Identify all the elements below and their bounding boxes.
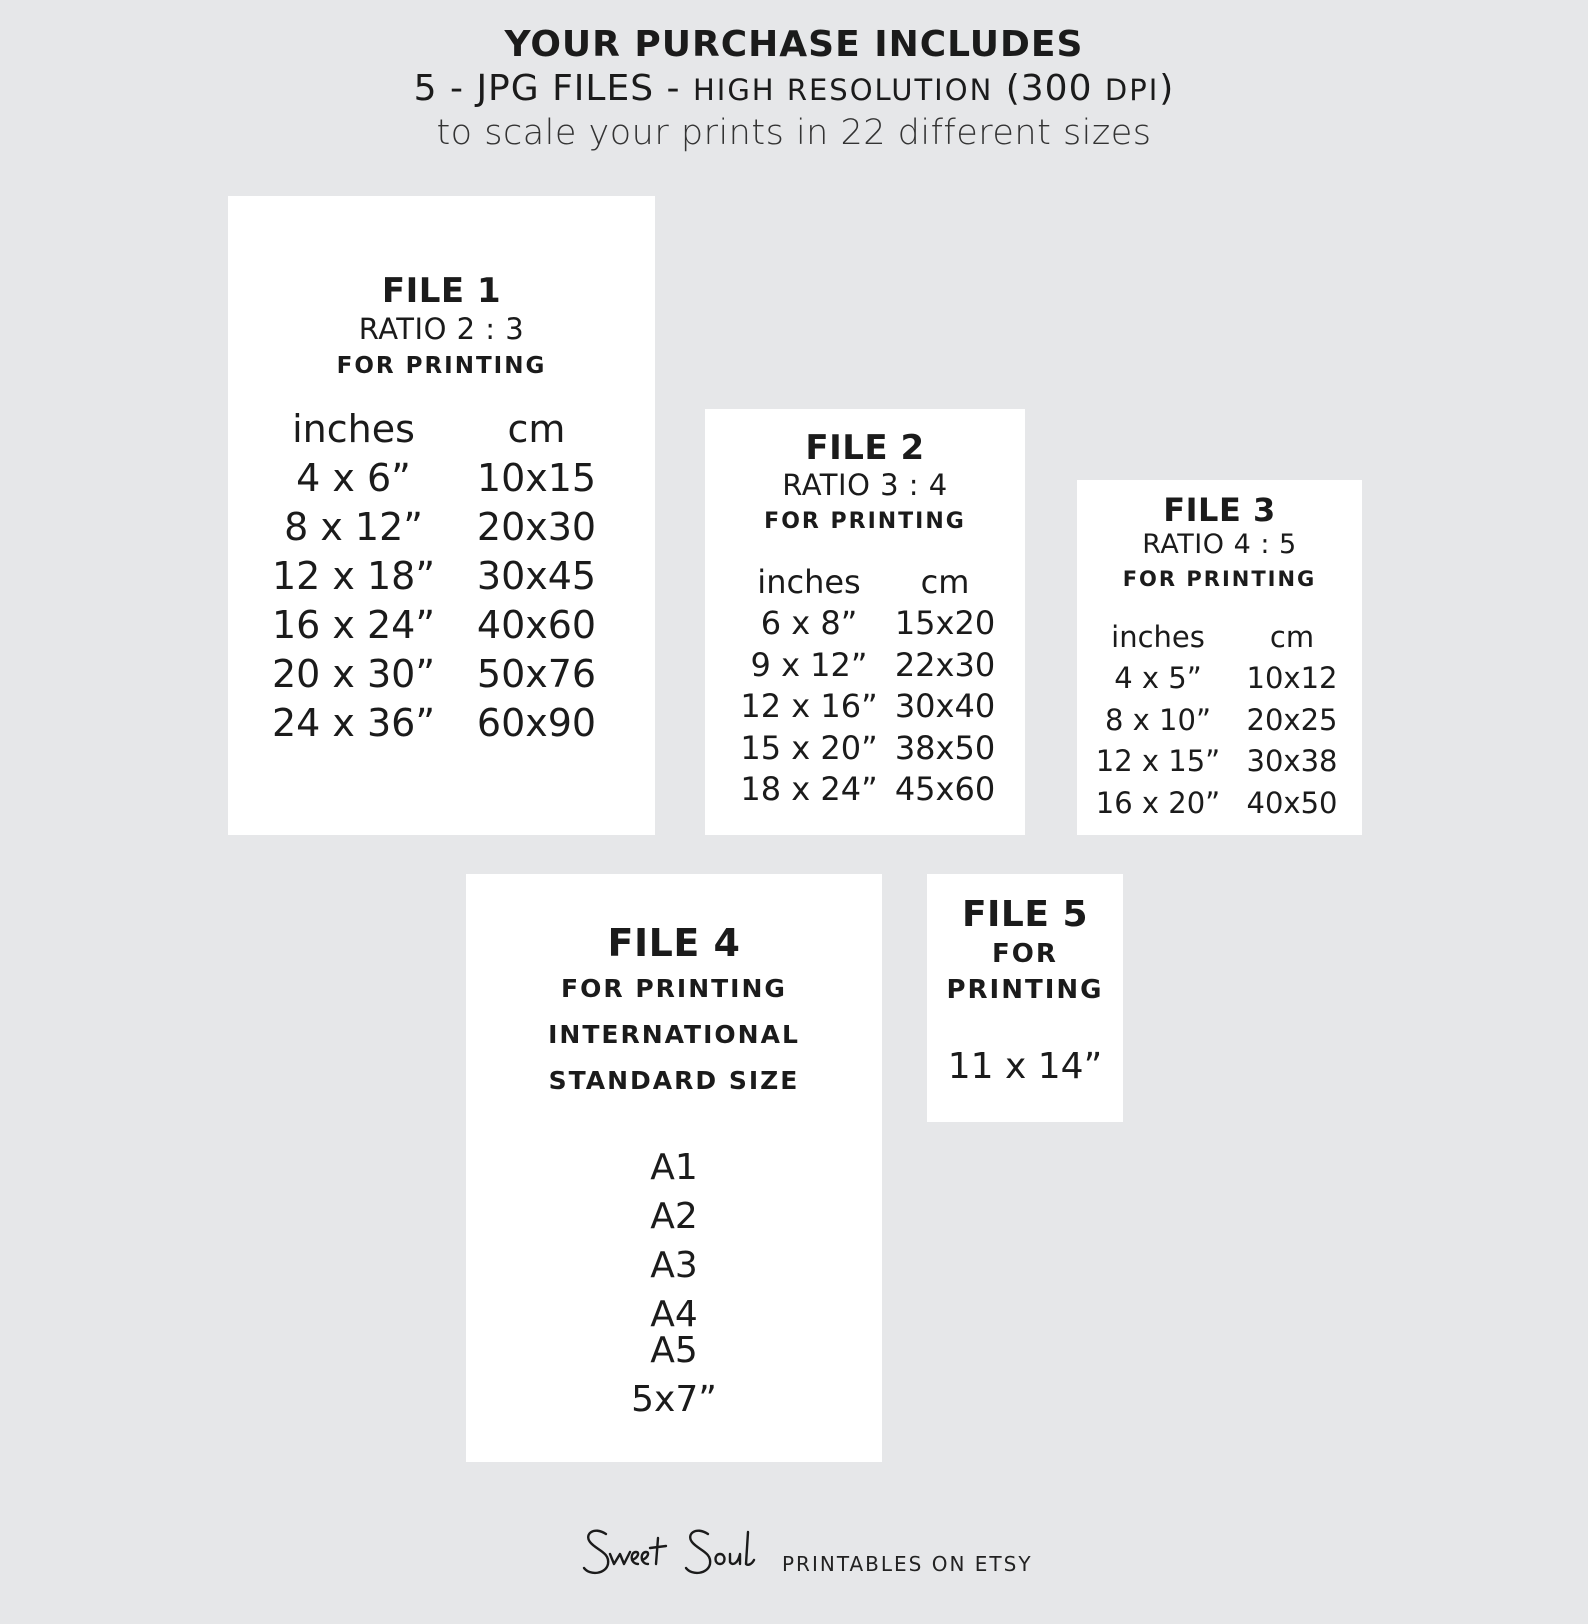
size-cm: 60x90 <box>476 700 597 745</box>
size-inches: 8 x 12” <box>284 504 423 549</box>
file-title: FILE 2 <box>805 428 925 468</box>
size-row <box>1086 658 1354 700</box>
col-header-inches: inches <box>757 562 861 601</box>
header-dpi-close: ) <box>1159 68 1175 109</box>
file-ratio: RATIO 2 : 3 <box>358 312 525 346</box>
size-list <box>466 1144 882 1425</box>
size-cm: 50x76 <box>476 651 597 696</box>
size-cm: 20x25 <box>1246 702 1338 737</box>
file-ratio: RATIO 4 : 5 <box>1142 529 1297 560</box>
size-row <box>259 502 625 551</box>
size-cm: 30x38 <box>1246 744 1338 779</box>
header-subtitle <box>0 68 1588 111</box>
size-cm: 20x30 <box>476 504 597 549</box>
size-table <box>729 561 1001 810</box>
file-1-card <box>228 196 655 835</box>
size-inches: 9 x 12” <box>750 645 868 684</box>
footer-text: PRINTABLES ON ETSY <box>782 1552 1033 1576</box>
footer <box>580 1518 1033 1588</box>
size-cm: 30x45 <box>476 553 597 598</box>
size-row <box>1086 699 1354 741</box>
header <box>0 22 1588 155</box>
file-3-card <box>1077 480 1362 835</box>
size-row <box>259 698 625 747</box>
size-inches: 18 x 24” <box>740 770 878 809</box>
size-cm: 10x15 <box>476 455 597 500</box>
col-header-cm: cm <box>920 562 970 601</box>
file-title: FILE 5 <box>961 894 1089 935</box>
size-cm: 38x50 <box>894 728 996 767</box>
header-dpi-open: (300 <box>993 68 1105 109</box>
size-row <box>259 649 625 698</box>
size-inches: 12 x 15” <box>1095 744 1221 779</box>
header-resolution: HIGH RESOLUTION <box>692 73 994 107</box>
size-table-header <box>1086 616 1354 658</box>
file-purpose-line: INTERNATIONAL <box>548 1020 800 1049</box>
size-inches: 6 x 8” <box>760 604 858 643</box>
header-files-count: 5 - JPG FILES - <box>413 68 693 109</box>
sweet-soul-logo <box>580 1518 780 1588</box>
size-inches: 20 x 30” <box>271 651 436 696</box>
size-inches: 15 x 20” <box>740 728 878 767</box>
size-cm: 45x60 <box>894 770 996 809</box>
size-table <box>1086 616 1354 824</box>
size-cm: 30x40 <box>894 687 996 726</box>
col-header-cm: cm <box>1269 619 1315 654</box>
size-item: A3 <box>650 1245 698 1286</box>
size-inches: 8 x 10” <box>1105 702 1211 737</box>
size-inches: 12 x 16” <box>740 687 878 726</box>
size-row <box>729 644 1001 686</box>
file-purpose-line: PRINTING <box>946 975 1104 1005</box>
col-header-inches: inches <box>292 406 415 451</box>
file-title: FILE 4 <box>607 921 741 965</box>
size-item: A2 <box>650 1196 698 1237</box>
size-row <box>729 769 1001 811</box>
size-row <box>729 686 1001 728</box>
size-inches: 4 x 6” <box>296 455 411 500</box>
file-ratio: RATIO 3 : 4 <box>782 468 948 502</box>
file-title: FILE 1 <box>381 271 502 311</box>
col-header-inches: inches <box>1111 619 1205 654</box>
size-inches: 16 x 20” <box>1095 785 1221 820</box>
size-item: A4 <box>650 1294 698 1335</box>
file-2-card <box>705 409 1025 835</box>
size-inches: 12 x 18” <box>271 553 436 598</box>
file-5-card <box>927 874 1123 1122</box>
size-row <box>259 453 625 502</box>
header-dpi-unit: DPI <box>1104 73 1160 107</box>
size-row <box>1086 782 1354 824</box>
file-purpose-line: FOR <box>992 939 1058 969</box>
size-item: A5 <box>650 1330 698 1371</box>
file-4-card <box>466 874 882 1462</box>
size-table-header <box>259 404 625 453</box>
size-inches: 24 x 36” <box>271 700 436 745</box>
size-item: A1 <box>650 1147 698 1188</box>
header-tagline: to scale your prints in 22 different sizes <box>436 113 1152 153</box>
size-row <box>729 603 1001 645</box>
size-row <box>729 727 1001 769</box>
size-row <box>259 600 625 649</box>
size-table-header <box>729 561 1001 603</box>
file-purpose: FOR PRINTING <box>764 509 966 534</box>
file-title: FILE 3 <box>1163 491 1276 529</box>
size-cm: 40x50 <box>1246 785 1338 820</box>
file-purpose: FOR PRINTING <box>1122 567 1317 591</box>
size-cm: 15x20 <box>894 604 996 643</box>
size-inches: 4 x 5” <box>1114 661 1202 696</box>
size-item: 5x7” <box>631 1379 717 1420</box>
file-purpose-line: FOR PRINTING <box>561 974 787 1003</box>
col-header-cm: cm <box>507 406 566 451</box>
size-cm: 10x12 <box>1246 661 1338 696</box>
size-cm: 40x60 <box>476 602 597 647</box>
file-purpose: FOR PRINTING <box>336 353 547 379</box>
size-row <box>259 551 625 600</box>
size-table <box>259 404 625 747</box>
size-inches: 16 x 24” <box>271 602 436 647</box>
size-row <box>1086 741 1354 783</box>
size-item: 11 x 14” <box>947 1046 1103 1087</box>
file-purpose-line: STANDARD SIZE <box>548 1066 800 1095</box>
header-title: YOUR PURCHASE INCLUDES <box>504 24 1084 65</box>
size-cm: 22x30 <box>894 645 996 684</box>
